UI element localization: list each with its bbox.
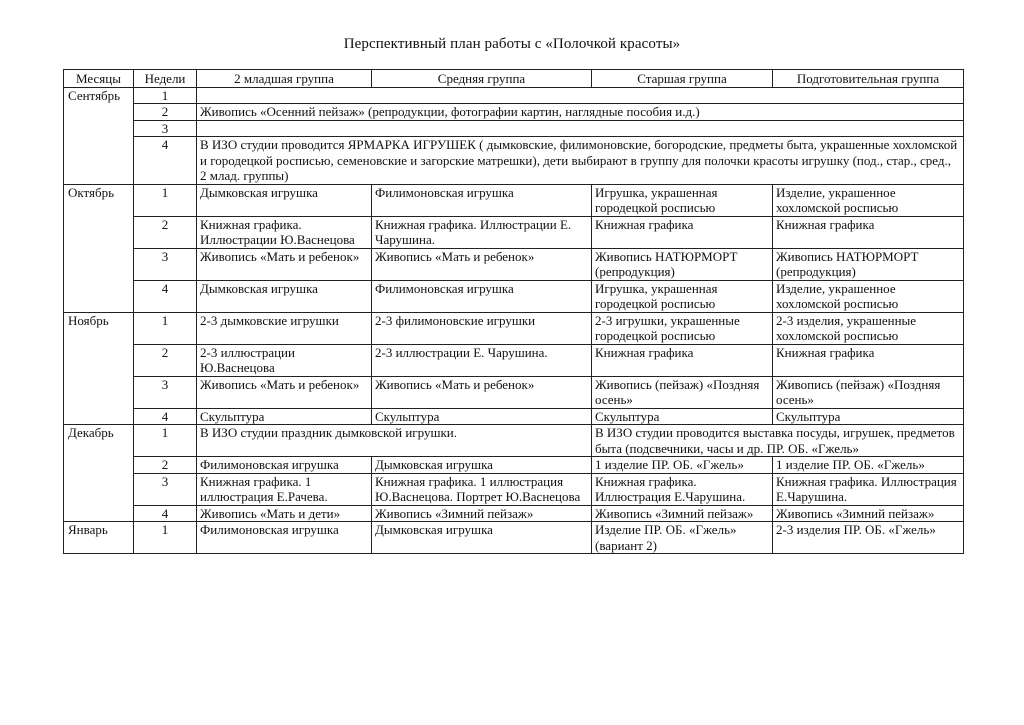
middle-cell: Книжная графика. 1 иллюстрация Ю.Васнецова. Портрет Ю.Васнецова — [372, 473, 592, 505]
junior-cell: Живопись «Мать и ребенок» — [197, 376, 372, 408]
header-months: Месяцы — [64, 70, 134, 88]
middle-cell: Дымковская игрушка — [372, 457, 592, 474]
table-row — [64, 216, 964, 248]
table-row — [64, 457, 964, 474]
table-row — [64, 280, 964, 312]
junior-cell: Книжная графика. Иллюстрации Ю.Васнецова — [197, 216, 372, 248]
header-junior-group: 2 младшая группа — [197, 70, 372, 88]
merged-cell: В ИЗО студии проводится выставка посуды, игрушек, предметов быта (подсвечники, часы и др. ПР. ОБ. «Гжель» — [592, 425, 964, 457]
merged-cell — [197, 87, 964, 104]
senior-cell: Книжная графика. Иллюстрация Е.Чарушина. — [592, 473, 773, 505]
table-row — [64, 104, 964, 121]
junior-cell: Дымковская игрушка — [197, 280, 372, 312]
table-row — [64, 425, 964, 457]
month-cell: Декабрь — [64, 425, 134, 522]
week-cell: 2 — [134, 457, 197, 474]
senior-cell: 1 изделие ПР. ОБ. «Гжель» — [592, 457, 773, 474]
junior-cell: Книжная графика. 1 иллюстрация Е.Рачева. — [197, 473, 372, 505]
table-row — [64, 248, 964, 280]
header-weeks: Недели — [134, 70, 197, 88]
senior-cell: Скульптура — [592, 408, 773, 425]
week-cell: 2 — [134, 104, 197, 121]
week-cell: 4 — [134, 505, 197, 522]
header-prep-group: Подготовительная группа — [773, 70, 964, 88]
junior-cell: Филимоновская игрушка — [197, 522, 372, 554]
table-row — [64, 137, 964, 185]
junior-cell: Живопись «Мать и ребенок» — [197, 248, 372, 280]
table-row — [64, 505, 964, 522]
week-cell: 3 — [134, 376, 197, 408]
week-cell: 2 — [134, 344, 197, 376]
middle-cell: 2-3 иллюстрации Е. Чарушина. — [372, 344, 592, 376]
table-row — [64, 312, 964, 344]
junior-cell: Живопись «Мать и дети» — [197, 505, 372, 522]
table-row — [64, 344, 964, 376]
senior-cell: Игрушка, украшенная городецкой росписью — [592, 280, 773, 312]
week-cell: 3 — [134, 120, 197, 137]
junior-cell: Скульптура — [197, 408, 372, 425]
week-cell: 1 — [134, 312, 197, 344]
middle-cell: Книжная графика. Иллюстрации Е. Чарушина. — [372, 216, 592, 248]
prep-cell: Книжная графика — [773, 344, 964, 376]
week-cell: 3 — [134, 473, 197, 505]
week-cell: 4 — [134, 280, 197, 312]
header-senior-group: Старшая группа — [592, 70, 773, 88]
document-title: Перспективный план работы с «Полочкой красоты» — [343, 36, 681, 52]
table-row — [64, 184, 964, 216]
week-cell: 3 — [134, 248, 197, 280]
senior-cell: Живопись (пейзаж) «Поздняя осень» — [592, 376, 773, 408]
month-cell: Октябрь — [64, 184, 134, 312]
header-row — [64, 70, 964, 88]
prep-cell: Живопись (пейзаж) «Поздняя осень» — [773, 376, 964, 408]
senior-cell: Книжная графика — [592, 344, 773, 376]
week-cell: 1 — [134, 184, 197, 216]
senior-cell: Игрушка, украшенная городецкой росписью — [592, 184, 773, 216]
senior-cell: Изделие ПР. ОБ. «Гжель» (вариант 2) — [592, 522, 773, 554]
prep-cell: Изделие, украшенное хохломской росписью — [773, 184, 964, 216]
merged-cell — [197, 120, 964, 137]
prep-cell: Книжная графика. Иллюстрация Е.Чарушина. — [773, 473, 964, 505]
table-row — [64, 87, 964, 104]
header-middle-group: Средняя группа — [372, 70, 592, 88]
week-cell: 2 — [134, 216, 197, 248]
month-cell: Январь — [64, 522, 134, 554]
month-cell: Сентябрь — [64, 87, 134, 184]
middle-cell: Дымковская игрушка — [372, 522, 592, 554]
table-row — [64, 376, 964, 408]
merged-cell: Живопись «Осенний пейзаж» (репродукции, фотографии картин, наглядные пособия и.д.) — [197, 104, 964, 121]
middle-cell: Живопись «Мать и ребенок» — [372, 376, 592, 408]
week-cell: 1 — [134, 522, 197, 554]
middle-cell: Филимоновская игрушка — [372, 184, 592, 216]
prep-cell: 1 изделие ПР. ОБ. «Гжель» — [773, 457, 964, 474]
senior-cell: Книжная графика — [592, 216, 773, 248]
week-cell: 1 — [134, 87, 197, 104]
middle-cell: Живопись «Мать и ребенок» — [372, 248, 592, 280]
prep-cell: Книжная графика — [773, 216, 964, 248]
prep-cell: Скульптура — [773, 408, 964, 425]
table-row — [64, 473, 964, 505]
senior-cell: Живопись НАТЮРМОРТ (репродукция) — [592, 248, 773, 280]
prep-cell: 2-3 изделия ПР. ОБ. «Гжель» — [773, 522, 964, 554]
middle-cell: Живопись «Зимний пейзаж» — [372, 505, 592, 522]
table-row — [64, 522, 964, 554]
month-cell: Ноябрь — [64, 312, 134, 425]
week-cell: 4 — [134, 137, 197, 185]
merged-cell: В ИЗО студии праздник дымковской игрушки. — [197, 425, 592, 457]
senior-cell: 2-3 игрушки, украшенные городецкой росписью — [592, 312, 773, 344]
junior-cell: Филимоновская игрушка — [197, 457, 372, 474]
prep-cell: Живопись НАТЮРМОРТ (репродукция) — [773, 248, 964, 280]
junior-cell: 2-3 иллюстрации Ю.Васнецова — [197, 344, 372, 376]
junior-cell: Дымковская игрушка — [197, 184, 372, 216]
week-cell: 1 — [134, 425, 197, 457]
prep-cell: Изделие, украшенное хохломской росписью — [773, 280, 964, 312]
senior-cell: Живопись «Зимний пейзаж» — [592, 505, 773, 522]
junior-cell: 2-3 дымковские игрушки — [197, 312, 372, 344]
middle-cell: Скульптура — [372, 408, 592, 425]
week-cell: 4 — [134, 408, 197, 425]
middle-cell: 2-3 филимоновские игрушки — [372, 312, 592, 344]
table-row — [64, 120, 964, 137]
prep-cell: Живопись «Зимний пейзаж» — [773, 505, 964, 522]
middle-cell: Филимоновская игрушка — [372, 280, 592, 312]
merged-cell: В ИЗО студии проводится ЯРМАРКА ИГРУШЕК ( дымковские, филимоновские, богородские, предметы быта, украшенные хохломской и городецкой росписью, семеновские и загорские матрешки), дети выбирают в группу для полочки красоты игрушку (под., стар., сред., 2 млад. группы) — [197, 137, 964, 185]
prep-cell: 2-3 изделия, украшенные хохломской росписью — [773, 312, 964, 344]
plan-table — [63, 69, 964, 554]
table-row — [64, 408, 964, 425]
